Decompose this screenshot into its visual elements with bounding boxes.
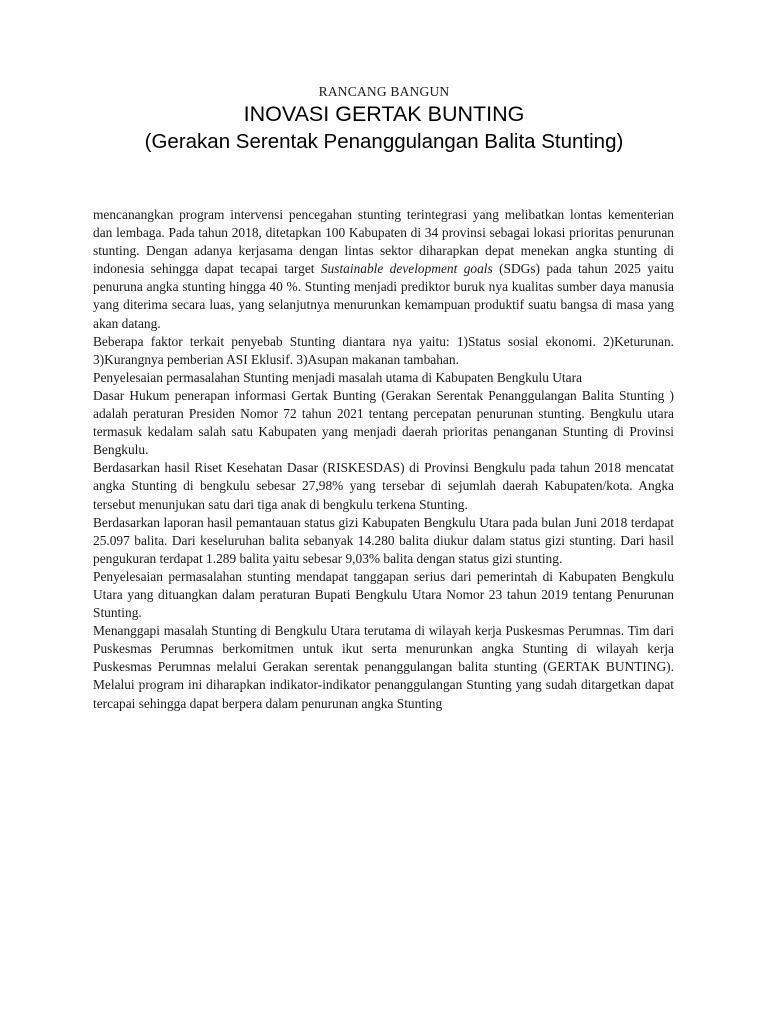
- document-kicker: RANCANG BANGUN: [318, 84, 450, 99]
- document-header: [0, 84, 768, 155]
- document-subtitle: (Gerakan Serentak Penanggulangan Balita Stunting): [144, 130, 624, 153]
- paragraph-factors: Beberapa faktor terkait penyebab Stunting diantara nya yaitu: 1)Status sosial ekonomi. 2)Keturunan. 3)Kurangnya pemberian ASI Eklusif. 3)Asupan makanan tambahan.: [93, 333, 674, 367]
- paragraph-intro-text-after: (SDGs) pada tahun 2025 yaitu penuruna angka stunting hingga 40 %. Stunting menjadi prediktor buruk nya kualitas sumber daya manusia yang diterima secara luas, yang selanjutnya menurunkan kemampuan produktif suatu bangsa di masa yang akan datang.: [93, 261, 674, 331]
- paragraph-intro: [93, 206, 674, 333]
- paragraph-puskesmas: Menanggapi masalah Stunting di Bengkulu Utara terutama di wilayah kerja Puskesmas Perumnas. Tim dari Puskesmas Perumnas berkomitmen untuk ikut serta menurunkan angka Stunting di wilayah kerja Puskesmas Perumnas melalui Gerakan serentak penanggulangan balita stunting (GERTAK BUNTING). Melalui program ini diharapkan indikator-indikator penanggulangan Stunting yang sudah ditargetkan dapat tercapai sehingga dapat berpera dalam penurunan angka Stunting: [93, 623, 674, 711]
- paragraph-nutrition-report: Berdasarkan laporan hasil pemantauan status gizi Kabupaten Bengkulu Utara pada bulan Juni 2018 terdapat 25.097 balita. Dari keseluruhan balita sebanyak 14.280 balita diukur dalam status gizi stunting. Dari hasil pengukuran terdapat 1.289 balita yaitu sebesar 9,03% balita dengan status gizi stunting.: [93, 514, 674, 566]
- sdgs-italic-term: Sustainable development goals: [320, 261, 493, 277]
- paragraph-riskesdas: Berdasarkan hasil Riset Kesehatan Dasar (RISKESDAS) di Provinsi Bengkulu pada tahun 2018 mencatat angka Stunting di bengkulu sebesar 27,98% yang tersebar di sejumlah daerah Kabupaten/kota. Angka tersebut menunjukan satu dari tiga anak di bengkulu terkena Stunting.: [93, 460, 674, 512]
- paragraph-intro-text-before: mencanangkan program intervensi pencegahan stunting terintegrasi yang melibatkan lontas kementerian dan lembaga. Pada tahun 2018, ditetapkan 100 Kabupaten di 34 provinsi sebagai lokasi prioritas penurunan stunting. Dengan adanya kerjasama dengan lintas sektor diharapkan depat menekan angka stunting di indonesia sehingga dapat tecapai target: [93, 207, 674, 277]
- paragraph-problem: Penyelesaian permasalahan Stunting menjadi masalah utama di Kabupaten Bengkulu Utara: [93, 369, 582, 385]
- document-title: INOVASI GERTAK BUNTING: [243, 102, 525, 126]
- paragraph-government-response: Penyelesaian permasalahan stunting mendapat tanggapan serius dari pemerintah di Kabupaten Bengkulu Utara yang dituangkan dalam peraturan Bupati Bengkulu Utara Nomor 23 tahun 2019 tentang Penurunan Stunting.: [93, 568, 674, 621]
- paragraph-legal-basis: Dasar Hukum penerapan informasi Gertak Bunting (Gerakan Serentak Penanggulangan Balita Stunting ) adalah peraturan Presiden Nomor 72 tahun 2021 tentang percepatan penurunan stunting. Bengkulu utara termasuk kedalam salah satu Kabupaten yang menjadi daerah prioritas penanganan Stunting di Provinsi Bengkulu.: [93, 387, 674, 458]
- document-body: [93, 206, 674, 713]
